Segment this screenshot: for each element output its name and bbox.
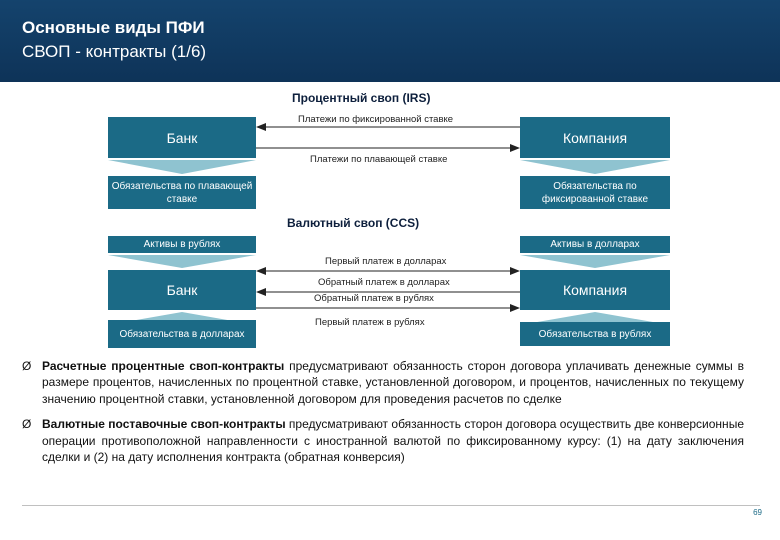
ccs-bank-down-triangle <box>108 255 256 268</box>
ccs-company-assets-box: Активы в долларах <box>520 236 670 253</box>
header-banner <box>0 0 780 82</box>
ccs-bank-box: Банк <box>108 270 256 310</box>
ccs-reverse-usd-label: Обратный платеж в долларах <box>318 277 450 288</box>
page-title: Основные виды ПФИ <box>22 18 205 37</box>
ccs-company-box: Компания <box>520 270 670 310</box>
bullet-item-irs <box>22 358 744 407</box>
bullet-bold-term: Расчетные процентные своп-контракты <box>42 359 285 373</box>
bullet-bold-term: Валютные поставочные своп-контракты <box>42 417 286 432</box>
irs-fixed-arrow <box>256 121 520 133</box>
bullet-arrow-icon: Ø <box>22 359 32 373</box>
ccs-company-obligation-box: Обязательства в рублях <box>520 322 670 346</box>
ccs-bank-obligation-box: Обязательства в долларах <box>108 320 256 348</box>
irs-fixed-payments-label: Платежи по фиксированной ставке <box>298 114 454 125</box>
irs-company-box: Компания <box>520 117 670 158</box>
bullet-list <box>22 358 744 474</box>
ccs-bank-assets-box: Активы в рублях <box>108 236 256 253</box>
irs-company-obligation-box: Обязательства по фиксированной ставке <box>520 176 670 209</box>
ccs-reverse-rub-label: Обратный платеж в рублях <box>314 293 434 304</box>
ccs-first-usd-label: Первый платеж в долларах <box>325 256 447 267</box>
bullet-text: предусматривают обязанность сторон договора осуществить две конверсионные операции противоположной направленности с иностранной валютой по фиксированному курсу: (1) на дату заключения сделки и (2) на дату исполнения контракта (обратная конверсия) <box>42 417 744 465</box>
irs-company-down-triangle <box>520 160 670 174</box>
ccs-first-rub-label: Первый платеж в рублях <box>315 317 425 328</box>
ccs-company-down-triangle <box>520 255 670 268</box>
irs-floating-arrow <box>256 142 520 154</box>
bullet-text: предусматривают обязанность сторон договора уплачивать денежные суммы в размере процентов, начисленных по процентной ставке, установленной договором, и процентов, начисленных по текущему значению процентной ставки, установленной договором для проведения расчетов по сделке <box>42 359 744 406</box>
ccs-reverse-rub-arrow <box>256 302 520 314</box>
irs-floating-payments-label: Платежи по плавающей ставке <box>310 154 448 165</box>
bullet-item-ccs <box>22 416 744 465</box>
ccs-first-usd-arrow <box>256 265 520 277</box>
page-subtitle: СВОП - контракты (1/6) <box>22 42 207 61</box>
page-number: 69 <box>753 508 762 517</box>
footer-divider <box>22 505 760 506</box>
irs-bank-down-triangle <box>108 160 256 174</box>
irs-bank-obligation-box: Обязательства по плавающей ставке <box>108 176 256 209</box>
irs-bank-box: Банк <box>108 117 256 158</box>
irs-title: Процентный своп (IRS) <box>292 91 431 105</box>
bullet-arrow-icon: Ø <box>22 417 32 432</box>
ccs-title: Валютный своп (CCS) <box>287 216 420 230</box>
